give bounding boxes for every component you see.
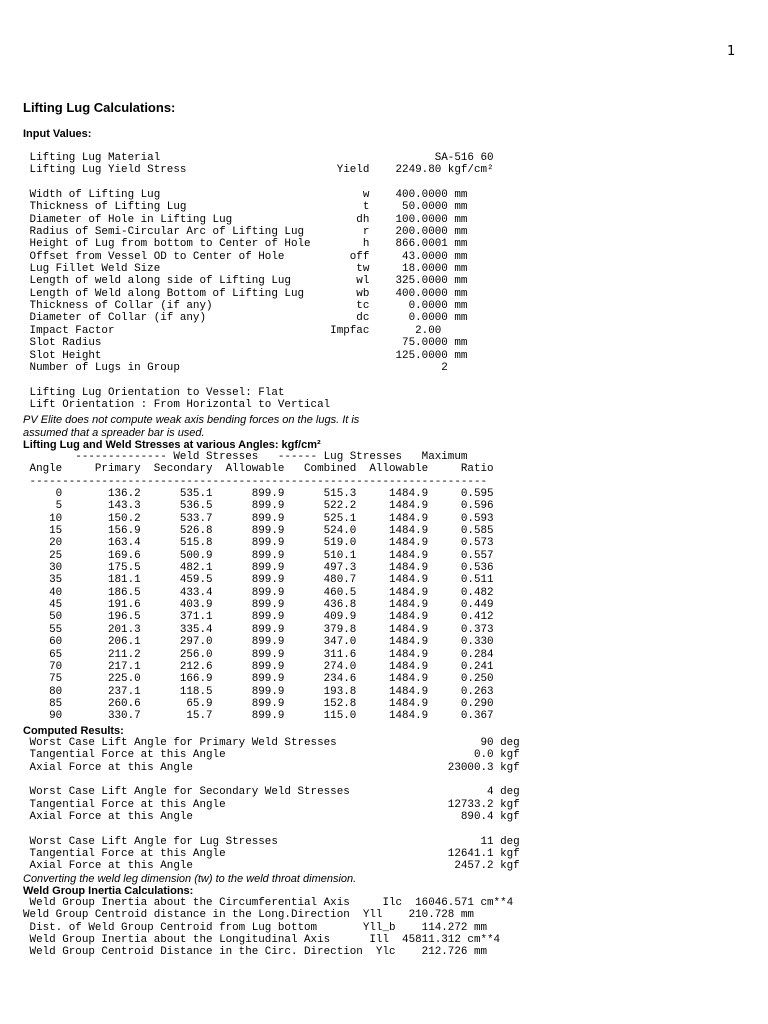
weld-group-heading: Weld Group Inertia Calculations: (23, 885, 194, 897)
weld-group-block: Weld Group Inertia about the Circumferential Axis Ilc 16046.571 cm**4 Weld Group Centroid distance in the Long.Direction Yll 210.728 mm Dist. of Weld Group Centroid from Lug bottom Yll_b 114.272 mm Weld Group Inertia about the Longitudinal Axis Ill 45811.312 cm**4 Weld Group Centroid Distance in the Circ. Direction Ylc 212.726 mm (23, 897, 514, 959)
stress-table: -------------- Weld Stresses ------ Lug Stresses Maximum Angle Primary Secondary Allowable Combined Allowable Ratio ---------------------------------------------------------------------- 0 136.2 535.1 899.9 515.3 1484.9 0.595 5 143.3 536.5 899.9 522.2 1484.9 0.596 10 150.2 533.7 899.9 525.1 1484.9 0.593 15 156.9 526.8 899.9 524.0 1484.9 0.585 20 163.4 515.8 899.9 519.0 1484.9 0.573 25 169.6 500.9 899.9 510.1 1484.9 0.557 30 175.5 482.1 899.9 497.3 1484.9 0.536 35 181.1 459.5 899.9 480.7 1484.9 0.511 40 186.5 433.4 899.9 460.5 1484.9 0.482 45 191.6 403.9 899.9 436.8 1484.9 0.449 50 196.5 371.1 899.9 409.9 1484.9 0.412 55 201.3 335.4 899.9 379.8 1484.9 0.373 60 206.1 297.0 899.9 347.0 1484.9 0.330 65 211.2 256.0 899.9 311.6 1484.9 0.284 70 217.1 212.6 899.9 274.0 1484.9 0.241 75 225.0 166.9 899.9 234.6 1484.9 0.250 80 237.1 118.5 899.9 193.8 1484.9 0.263 85 260.6 65.9 899.9 152.8 1484.9 0.290 90 330.7 15.7 899.9 115.0 1484.9 0.367 (29, 451, 494, 723)
page-number: 1 (727, 44, 736, 59)
computed-results-block: Worst Case Lift Angle for Primary Weld Stresses 90 deg Tangential Force at this Angle 0.0 kgf Axial Force at this Angle 23000.3 kgf Worst Case Lift Angle for Secondary Weld Stresses 4 deg Tangential Force at this Angle 12733.2 kgf Axial Force at this Angle 890.4 kgf Worst Case Lift Angle for Lug Stresses 11 deg Tangential Force at this Angle 12641.1 kgf Axial Force at this Angle 2457.2 kgf (29, 737, 520, 873)
input-values-heading: Input Values: (23, 128, 92, 140)
note-line-1: PV Elite does not compute weak axis bending forces on the lugs. It is (23, 414, 360, 426)
page-title: Lifting Lug Calculations: (23, 100, 176, 115)
note-line-2: assumed that a spreader bar is used. (23, 427, 205, 439)
computed-results-heading: Computed Results: (23, 725, 124, 737)
conversion-note: Converting the weld leg dimension (tw) to the weld throat dimension. (23, 873, 357, 885)
input-values-block: Lifting Lug Material SA-516 60 Lifting Lug Yield Stress Yield 2249.80 kgf/cm² Width of Lifting Lug w 400.0000 mm Thickness of Lifting Lug t 50.0000 mm Diameter of Hole in Lifting Lug dh 100.0000 mm Radius of Semi-Circular Arc of Lifting Lug r 200.0000 mm Height of Lug from bottom to Center of Hole h 866.0001 mm Offset from Vessel OD to Center of Hole off 43.0000 mm Lug Fillet Weld Size tw 18.0000 mm Length of weld along side of Lifting Lug wl 325.0000 mm Length of Weld along Bottom of Lifting Lug wb 400.0000 mm Thickness of Collar (if any) tc 0.0000 mm Diameter of Collar (if any) dc 0.0000 mm Impact Factor Impfac 2.00 Slot Radius 75.0000 mm Slot Height 125.0000 mm Number of Lugs in Group 2 Lifting Lug Orientation to Vessel: Flat Lift Orientation : From Horizontal to Vertical (29, 152, 494, 411)
stress-table-heading: Lifting Lug and Weld Stresses at various Angles: kgf/cm² (23, 439, 321, 451)
